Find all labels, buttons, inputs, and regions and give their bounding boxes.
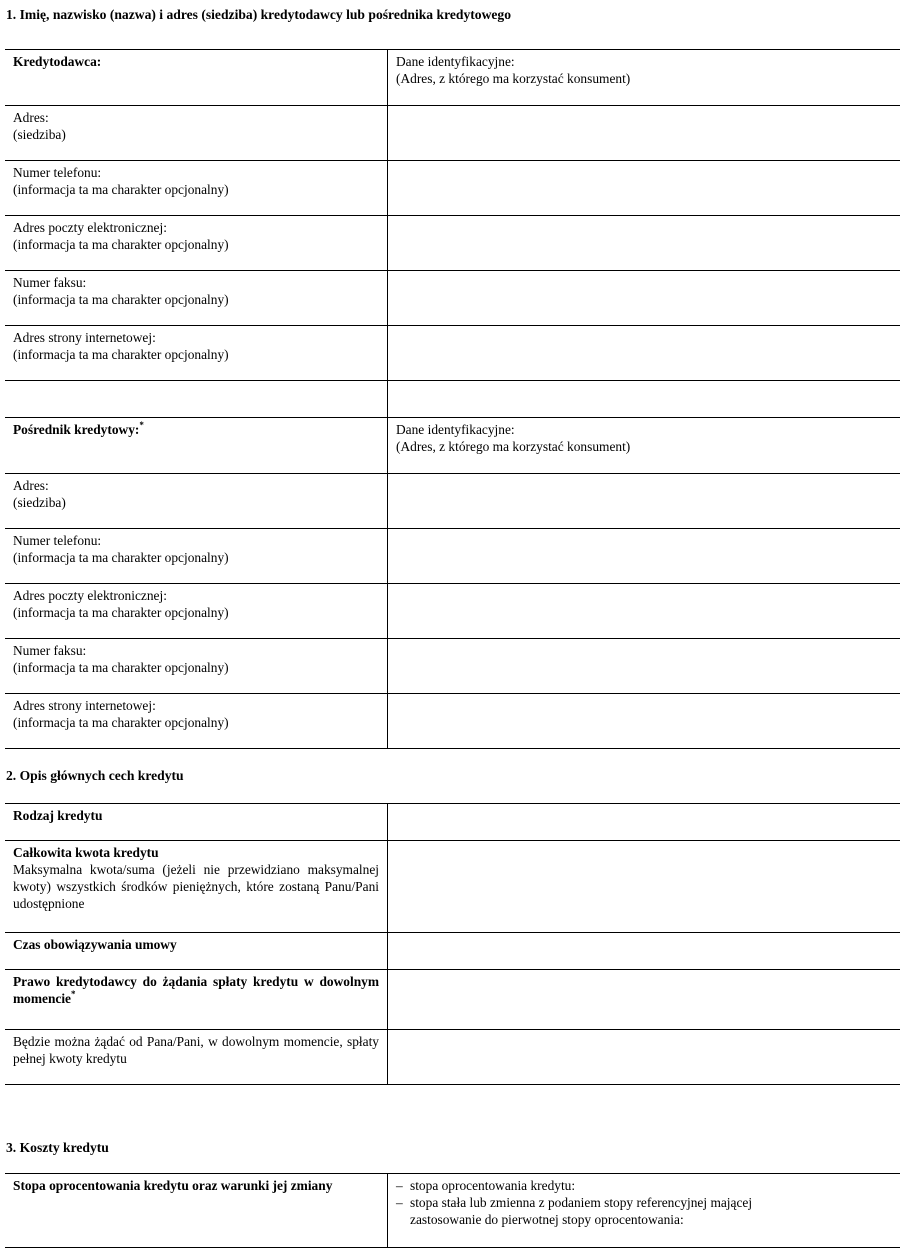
credit-costs-table (5, 1173, 900, 1248)
field-label: Adres: (13, 478, 49, 493)
demand-right-desc-row (5, 1030, 900, 1085)
list-item: – stopa oprocentowania kredytu: (396, 1177, 892, 1194)
demand-right-desc-value[interactable] (388, 1030, 901, 1085)
spacer-right (388, 381, 901, 418)
intermediary-phone-value[interactable] (388, 529, 901, 584)
intermediary-id-cell[interactable] (388, 418, 901, 474)
intermediary-website-value[interactable] (388, 694, 901, 749)
field-note: (informacja ta ma charakter opcjonalny) (13, 550, 229, 565)
field-note: (siedziba) (13, 495, 66, 510)
intermediary-website-row (5, 694, 900, 749)
field-label: Adres poczty elektronicznej: (13, 588, 167, 603)
credit-features-table (5, 803, 900, 1085)
intermediary-id-label: Dane identyfikacyjne: (396, 422, 515, 437)
contract-duration-label: Czas obowiązywania umowy (5, 933, 388, 970)
field-note: (informacja ta ma charakter opcjonalny) (13, 237, 229, 252)
lender-table (5, 49, 900, 749)
intermediary-phone-row (5, 529, 900, 584)
credit-type-row (5, 804, 900, 841)
credit-type-value[interactable] (388, 804, 901, 841)
intermediary-fax-row (5, 639, 900, 694)
field-label: Numer telefonu: (13, 533, 102, 548)
field-note: (informacja ta ma charakter opcjonalny) (13, 292, 229, 307)
section-1-title: 1. Imię, nazwisko (nazwa) i adres (siedziba) kredytodawcy lub pośrednika kredytowego (6, 7, 512, 22)
total-amount-row (5, 841, 900, 933)
lender-fax-value[interactable] (388, 271, 901, 326)
field-label: Adres strony internetowej: (13, 698, 156, 713)
lender-id-label: Dane identyfikacyjne: (396, 54, 515, 69)
total-amount-value[interactable] (388, 841, 901, 933)
credit-type-label: Rodzaj kredytu (5, 804, 388, 841)
spacer-left (5, 381, 388, 418)
intermediary-id-note: (Adres, z którego ma korzystać konsument) (396, 439, 631, 454)
field-note: (informacja ta ma charakter opcjonalny) (13, 660, 229, 675)
lender-phone-value[interactable] (388, 161, 901, 216)
interest-rate-row (5, 1174, 900, 1248)
lender-website-value[interactable] (388, 326, 901, 381)
intermediary-address-row (5, 474, 900, 529)
contract-duration-row (5, 933, 900, 970)
lender-phone-row (5, 161, 900, 216)
lender-id-cell[interactable] (388, 50, 901, 106)
lender-address-value[interactable] (388, 106, 901, 161)
lender-email-row (5, 216, 900, 271)
interest-rate-value[interactable] (388, 1174, 901, 1248)
intermediary-address-value[interactable] (388, 474, 901, 529)
field-label: Adres strony internetowej: (13, 330, 156, 345)
intermediary-email-value[interactable] (388, 584, 901, 639)
field-note: (informacja ta ma charakter opcjonalny) (13, 715, 229, 730)
field-note: (informacja ta ma charakter opcjonalny) (13, 182, 229, 197)
demand-right-row (5, 970, 900, 1030)
section-2-title: 2. Opis głównych cech kredytu (6, 768, 184, 783)
demand-right-desc: Będzie można żądać od Pana/Pani, w dowolnym momencie, spłaty pełnej kwoty kredytu (5, 1030, 388, 1085)
field-label: Numer faksu: (13, 643, 87, 658)
lender-address-row (5, 106, 900, 161)
field-label: Adres poczty elektronicznej: (13, 220, 167, 235)
field-note: (informacja ta ma charakter opcjonalny) (13, 347, 229, 362)
lender-fax-row (5, 271, 900, 326)
interest-items-list (396, 1177, 892, 1228)
lender-email-value[interactable] (388, 216, 901, 271)
intermediary-header-row (5, 418, 900, 474)
intermediary-email-row (5, 584, 900, 639)
section-3-title: 3. Koszty kredytu (6, 1140, 109, 1155)
field-label: Adres: (13, 110, 49, 125)
demand-right-value[interactable] (388, 970, 901, 1030)
footnote-mark: * (71, 989, 76, 999)
intermediary-header: Pośrednik kredytowy:* (5, 418, 388, 474)
footnote-mark: * (139, 420, 144, 430)
intermediary-fax-value[interactable] (388, 639, 901, 694)
field-note: (informacja ta ma charakter opcjonalny) (13, 605, 229, 620)
list-item: – stopa stała lub zmienna z podaniem stopy referencyjnej mającej zastosowanie do pierwotnej stopy oprocentowania: (396, 1194, 892, 1228)
contract-duration-value[interactable] (388, 933, 901, 970)
lender-header: Kredytodawca: (5, 50, 388, 106)
total-amount-desc: Maksymalna kwota/suma (jeżeli nie przewidziano maksymalnej kwoty) wszystkich środków pieniężnych, które zostaną Panu/Pani udostępnione (13, 862, 379, 911)
spacer-row (5, 381, 900, 418)
lender-website-row (5, 326, 900, 381)
lender-header-row (5, 50, 900, 106)
field-label: Numer faksu: (13, 275, 87, 290)
total-amount-title: Całkowita kwota kredytu (13, 845, 159, 860)
demand-right-title: Prawo kredytodawcy do żądania spłaty kredytu w dowolnym momencie* (5, 970, 388, 1030)
field-label: Numer telefonu: (13, 165, 102, 180)
interest-rate-label: Stopa oprocentowania kredytu oraz warunki jej zmiany (5, 1174, 388, 1248)
field-note: (siedziba) (13, 127, 66, 142)
lender-id-note: (Adres, z którego ma korzystać konsument) (396, 71, 631, 86)
